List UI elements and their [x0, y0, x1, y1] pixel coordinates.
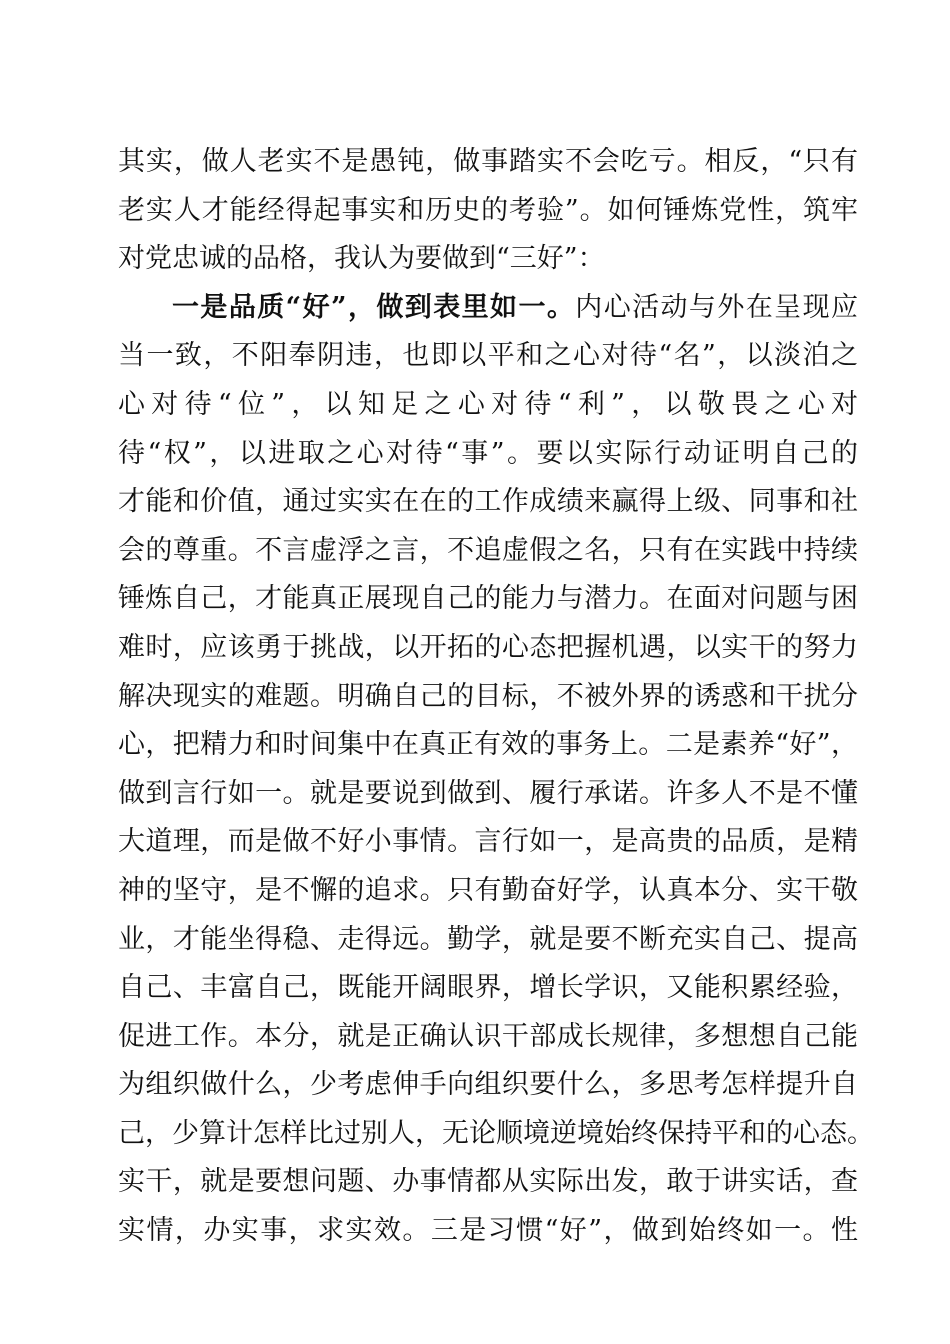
- text-line: 心，把精力和时间集中在真正有效的事务上。二是素养“好”，: [118, 729, 858, 761]
- text-line: 实干，就是要想问题、办事情都从实际出发，敢于讲实话，查: [118, 1166, 858, 1198]
- text-line: 待“权”，以进取之心对待“事”。要以实际行动证明自己的: [118, 437, 858, 469]
- paragraph-first-line: [118, 284, 858, 333]
- text-line: 其实，做人老实不是愚钝，做事踏实不会吃亏。相反，“只有: [118, 146, 858, 177]
- text-line: 才能和价值，通过实实在在的工作成绩来赢得上级、同事和社: [118, 486, 858, 518]
- text-line: 己，少算计怎样比过别人，无论顺境逆境始终保持平和的心态。: [118, 1117, 874, 1149]
- text-line: 心对待“位”，以知足之心对待“利”，以敬畏之心对: [118, 388, 858, 420]
- text-line: 自己、丰富自己，既能开阔眼界，增长学识，又能积累经验，: [118, 972, 858, 1004]
- text-line: 难时，应该勇于挑战，以开拓的心态把握机遇，以实干的努力: [118, 631, 858, 663]
- text-line: 会的尊重。不言虚浮之言，不追虚假之名，只有在实践中持续: [118, 534, 858, 566]
- text-run: 内心活动与外在呈现应: [575, 291, 859, 323]
- text-line: 锤炼自己，才能真正展现自己的能力与潜力。在面对问题与困: [118, 583, 858, 615]
- body-text: [118, 138, 874, 1256]
- text-line: 做到言行如一。就是要说到做到、履行承诺。许多人不是不懂: [118, 777, 858, 809]
- section-heading: 一是品质“好”，做到表里如一。: [172, 291, 576, 323]
- text-line: 神的坚守，是不懈的追求。只有勤奋好学，认真本分、实干敬: [118, 874, 858, 906]
- text-line: 解决现实的难题。明确自己的目标，不被外界的诱惑和干扰分: [118, 680, 858, 712]
- text-line: 为组织做什么，少考虑伸手向组织要什么，多思考怎样提升自: [118, 1069, 858, 1101]
- text-line: 老实人才能经得起事实和历史的考验”。如何锤炼党性，筑牢: [118, 194, 858, 226]
- text-line: 大道理，而是做不好小事情。言行如一，是高贵的品质，是精: [118, 826, 858, 858]
- text-line: 当一致，不阳奉阴违，也即以平和之心对待“名”，以淡泊之: [118, 340, 858, 372]
- text-line: 实情，办实事，求实效。三是习惯“好”，做到始终如一。性: [118, 1215, 858, 1247]
- text-line: 促进工作。本分，就是正确认识干部成长规律，多想想自己能: [118, 1020, 858, 1052]
- text-line: 业，才能坐得稳、走得远。勤学，就是要不断充实自己、提高: [118, 923, 858, 955]
- text-line: 对党忠诚的品格，我认为要做到“三好”：: [118, 243, 605, 275]
